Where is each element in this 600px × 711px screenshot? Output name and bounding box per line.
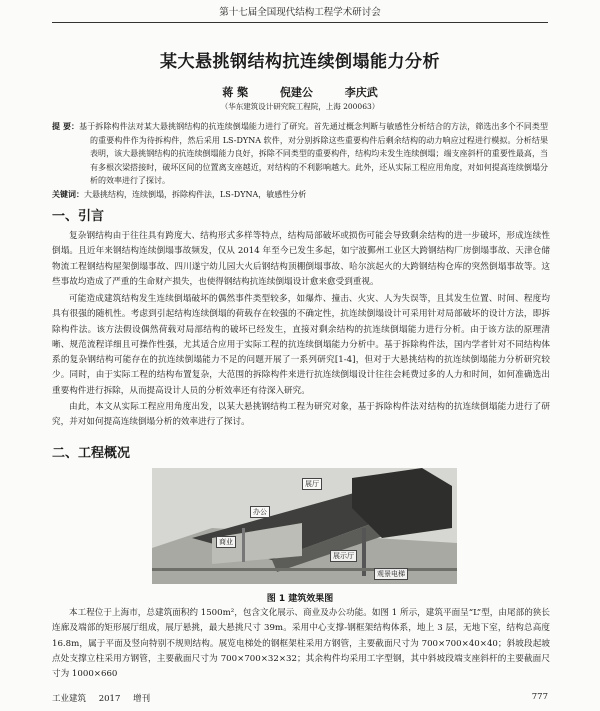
project-overview-paragraph: 本工程位于上海市，总建筑面积约 1500m²，包含文化展示、商业及办公功能。如图 1 所示，建筑平面呈“L”型，由尾部的狭长连廊及端部的矩形展厅组成，展厅悬挑，最大悬挑尺寸 39m。采用中心支撑-钢框架结构体系，地上 3 层，无地下室，结构总高度 16.8m，属于平面及竖向特别不规则结构。展览电梯处的钢框架柱采用方钢管，主要截面尺寸为 700×700×40×40；斜坡段起坡点处支撑立柱采用方钢管，主要截面尺寸为 700×700×32×32；其余构件均采用工字型钢，其中斜坡段端支座斜杆的主要截面尺寸为 1000×660 bbox=[52, 608, 550, 680]
journal-name: 工业建筑 bbox=[52, 694, 87, 704]
abstract-paragraph bbox=[52, 120, 548, 188]
keywords-line bbox=[52, 188, 548, 202]
figure-label-office: 办公 bbox=[250, 506, 270, 518]
figure-label-exhibition: 展厅 bbox=[302, 478, 322, 490]
author-name: 蒋 檠 bbox=[222, 86, 249, 99]
abstract-block bbox=[52, 120, 548, 201]
page-footer bbox=[52, 692, 548, 704]
architectural-rendering-figure bbox=[152, 468, 457, 584]
paper-title: 某大悬挑钢结构抗连续倒塌能力分析 bbox=[160, 52, 440, 72]
intro-paragraph-2: 可能造成建筑结构发生连续倒塌破坏的偶然事件类型较多，如爆炸、撞击、火灾、人为失误等，且其发生位置、时间、程度均具有很强的随机性。考虑到引起结构连续倒塌的荷载存在较强的不确定性，抗连续倒塌设计可采用针对局部破坏的设计方法，即拆除构件法。该方法假设偶然荷载对局部结构的破坏已经发生，直接对剩余结构的抗连续倒塌能力进行分析。由于该方法的原理清晰、规范流程详细且可操作性强，尤其适合应用于实际工程的抗连续倒塌能力分析中。基于拆除构件法，国内学者针对不同结构体系的复杂钢结构可能存在的抗连续倒塌能力不足的问题开展了一系列研究[1-4]，但对于大悬挑结构的抗连续倒塌能力分析研究较少。同时，由于实际工程的结构布置复杂，大范围的拆除构件来进行抗连续倒塌设计往往会耗费过多的人力和时间，如何准确选出重要构件进行拆除，从而提高设计人员的分析效率还有待深入研究。 bbox=[52, 294, 550, 396]
journal-issue: 增刊 bbox=[133, 694, 151, 704]
section-heading-project-overview: 二、工程概况 bbox=[52, 446, 131, 461]
figure-label-exhibition-hall: 展示厅 bbox=[330, 550, 357, 562]
author-name: 倪建公 bbox=[279, 86, 313, 99]
author-name: 李庆武 bbox=[344, 86, 378, 99]
journal-info bbox=[52, 692, 548, 704]
section-heading-introduction: 一、引言 bbox=[52, 209, 105, 224]
running-header: 第十七届全国现代结构工程学术研讨会 bbox=[52, 6, 548, 23]
keywords-label: 关键词： bbox=[52, 189, 84, 199]
figure-caption: 图 1 建筑效果图 bbox=[266, 594, 334, 604]
journal-year: 2017 bbox=[98, 694, 121, 704]
author-list bbox=[0, 84, 600, 100]
intro-paragraph-3: 由此，本文从实际工程应用角度出发，以某大悬挑钢结构工程为研究对象，基于拆除构件法对结构的抗连续倒塌能力进行了研究，并对如何提高连续倒塌分析的效率进行了探讨。 bbox=[52, 402, 550, 428]
keywords-text: 大悬挑结构，连续倒塌，拆除构件法，LS-DYNA，敏感性分析 bbox=[84, 189, 307, 199]
intro-paragraph-1: 复杂钢结构由于往往具有跨度大、结构形式多样等特点，结构局部破坏或损伤可能会导致剩余结构的进一步破坏，形成连续性倒塌。且近年来钢结构连续倒塌事故频发，仅从 2014 年至今已发生多起，如宁波鄞州工业区大跨钢结构厂房倒塌事故、天津仓储物流工程钢结构屋架倒塌事故、四川遂宁幼儿园大火后钢结构顶棚倒塌事故、哈尔滨起火的大跨钢结构仓库的突然倒塌事故等。这些事故均造成了严重的生命财产损失，也使得钢结构抗连续倒塌设计愈来愈受到重视。 bbox=[52, 231, 550, 287]
figure-label-sightseeing-elevator: 观景电梯 bbox=[374, 568, 408, 580]
abstract-label: 提 要： bbox=[52, 122, 80, 131]
page-number: 777 bbox=[531, 692, 548, 702]
affiliation: （华东建筑设计研究院工程院，上海 200063） bbox=[220, 102, 380, 111]
figure-label-commercial: 商业 bbox=[216, 536, 236, 548]
abstract-text: 基于拆除构件法对某大悬挑钢结构的抗连续倒塌能力进行了研究。首先通过概念判断与敏感性分析结合的方法，筛选出多个不同类型的重要构件作为待拆构件，然后采用 LS-DYNA 软件，对分别拆除这些重要构件后剩余结构的动力响应过程进行模拟。分析结果表明，该大悬挑钢结构的抗连续倒塌能力良好，拆除不同类型的重要构件，结构均未发生连续倒塌；端支座斜杆的重要性最高，当有多根次梁搭接时，破坏区间的位置离支座越近，对结构的不利影响越大。此外，还从实际工程应用角度，对如何提高连续倒塌分析的效率进行了探讨。 bbox=[79, 122, 548, 185]
